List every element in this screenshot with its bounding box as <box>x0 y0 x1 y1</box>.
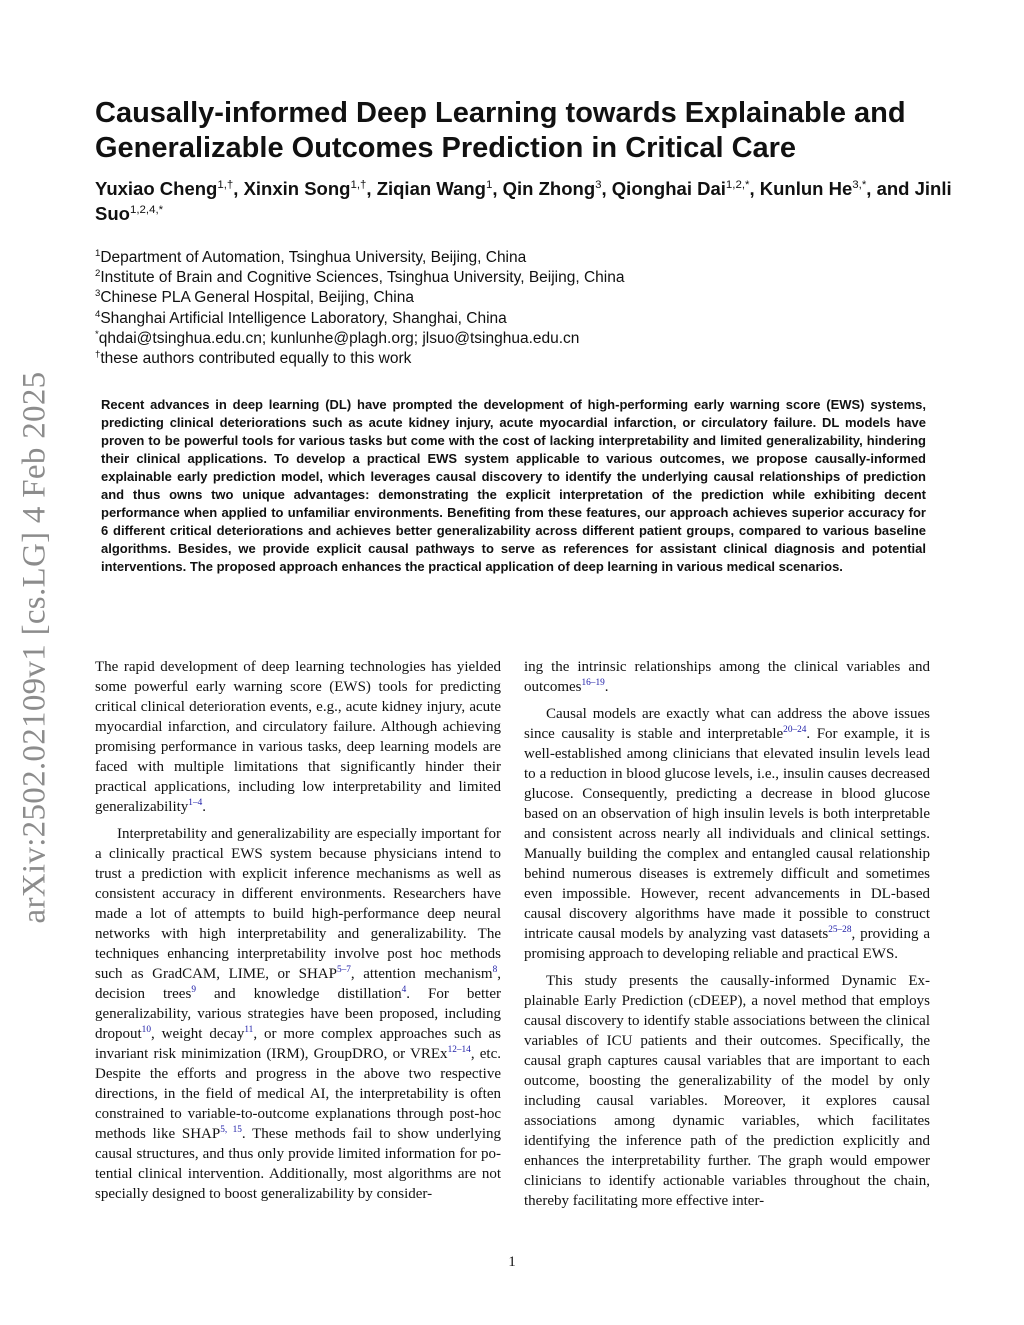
citation-link[interactable]: 4 <box>401 985 407 995</box>
arxiv-side-stamp <box>1 365 69 930</box>
affiliation-text: these authors contributed equally to this work <box>100 350 412 368</box>
author-name: Jinli Suo <box>95 178 952 224</box>
affiliation-item <box>95 349 975 369</box>
citation-link[interactable]: 9 <box>191 985 196 995</box>
affiliation-text: Shanghai Artificial Intelligence Laboratory, Shanghai, China <box>100 309 507 327</box>
body-paragraph <box>95 657 501 817</box>
body-paragraph <box>524 657 930 697</box>
citation-link[interactable]: 11 <box>244 1025 254 1035</box>
arxiv-identifier[interactable]: arXiv:2502.02109v1 [cs.LG] 4 Feb 2025 <box>16 371 53 924</box>
paper-title: Causally-informed Deep Learning towards Explainable and Generalizable Outcomes Prediction in Critical Care <box>95 97 906 164</box>
body-text: , weight decay <box>150 1026 245 1042</box>
author-list <box>95 176 975 226</box>
author-affiliation-mark: 1,† <box>217 178 234 191</box>
citation-link[interactable]: 10 <box>141 1025 151 1035</box>
citation-link[interactable]: 12–14 <box>447 1045 471 1055</box>
citation-link[interactable]: 1–4 <box>188 798 203 808</box>
citation-link[interactable]: 25–28 <box>828 925 852 935</box>
body-text: , providing a promising approach to developing reliable and practical EWS. <box>524 926 930 962</box>
affiliation-item <box>95 288 975 308</box>
affiliation-mark: 4 <box>95 308 101 320</box>
affiliation-mark: * <box>95 328 99 340</box>
page-number: 1 <box>508 1254 516 1270</box>
author-name: Ziqian Wang <box>376 178 486 199</box>
body-text: . <box>604 679 609 695</box>
affiliation-item <box>95 309 975 329</box>
body-text: Interpretability and generalizability are especially important for a clinically practical EWS system because physicians intend to trust a prediction with explicit inference mechanisms as well as consistent accuracy in different environments. Researchers have made a lot of attempts to build high-performance deep neural networks with high interpretability and generalizability. The techniques enhancing interpretability involve post hoc methods such as GradCAM, LIME, or SHAP <box>95 826 501 982</box>
abstract: Recent advances in deep learning (DL) have prompted the development of high-performing early warning score (EWS) systems, predicting clinical deteriorations such as acute kidney injury, acute myocardial infarction, or circulatory failure. DL models have proven to be powerful tools for various tasks but come with the cost of lacking interpretability and limited generalizability, hindering their clinical applications. To develop a practical EWS system applicable to various outcomes, we propose causally-informed explainable early prediction model, which leverages causal discovery to identify the underlying causal relationships of prediction and thus owns two unique advantages: demonstrating the explicit interpretation of the prediction while exhibiting decent performance when applied to unfamiliar environments. Benefiting from these features, our approach achieves superior accuracy for 6 different critical deteriorations and achieves better generalizability across different patient groups, compared to various baseline algorithms. Besides, we provide explicit causal pathways to serve as references for assistant clinical diagnosis and potential interventions. The proposed approach enhances the practical application of deep learning in various medical scenarios. <box>101 397 926 574</box>
citation-link[interactable]: 5–7 <box>336 965 351 975</box>
affiliation-item <box>95 329 975 349</box>
citation-link[interactable]: 8 <box>492 965 498 975</box>
body-text: . For example, it is well-established among clinicians that elevated insulin levels lead to a reduction in blood glucose levels, i.e., insulin causes decreased glucose. Consequently, predicting a decrease in blood glucose based on an observation of high insulin levels is both interpretable and consistent across nearly all individuals and clinical settings. Manually building the complex and entangled causal relationship behind numerous diseases is extremely difficult and sometimes even impossible. However, recent advancements in DL-based causal discovery algorithms have made it possible to construct intricate causal models by analyzing vast datasets <box>524 726 930 942</box>
body-column-left <box>95 657 501 1211</box>
citation-link[interactable]: 16–19 <box>581 678 605 688</box>
body-text: The rapid development of deep learning technologies has yielded some powerful early warning score (EWS) tools for predicting critical clinical deterioration events, e.g., acute kidney injury, acute myocardial infarction, and circulatory failure. Although achieving promising performance in various tasks, deep learning models are faced with multiple limitations that significantly hinder their practical applications, including low interpretability and limited generalizability <box>95 659 501 815</box>
body-text: ing the intrinsic relationships among the clinical variables and outcomes <box>524 659 930 695</box>
body-text: , attention mechanism <box>350 966 493 982</box>
author-separator: , and <box>866 178 915 199</box>
body-paragraph <box>524 971 930 1211</box>
author-name: Kunlun He <box>759 178 853 199</box>
affiliation-mark: 2 <box>95 268 101 280</box>
author-name: Yuxiao Cheng <box>95 178 218 199</box>
author-affiliation-mark: 1,† <box>350 178 367 191</box>
affiliation-item <box>95 268 975 288</box>
affiliation-item <box>95 248 975 268</box>
body-text: Causal models are exactly what can address the above issues since causality is stable and interpretable <box>524 706 930 742</box>
author-separator: , <box>366 178 377 199</box>
affiliation-mark: 3 <box>95 288 101 300</box>
author-affiliation-mark: 1,2,4,* <box>129 203 164 216</box>
affiliation-mark: 1 <box>95 247 101 259</box>
body-text: . For better generalizability, various strategies have been proposed, including dropout <box>95 986 501 1042</box>
body-text: , decision trees <box>95 966 501 1002</box>
author-separator: , <box>749 178 760 199</box>
author-affiliation-mark: 1 <box>485 178 493 191</box>
body-text: . <box>202 799 206 815</box>
author-name: Qionghai Dai <box>611 178 726 199</box>
citation-link[interactable]: 5, 15 <box>220 1125 242 1135</box>
author-name: Qin Zhong <box>502 178 596 199</box>
body-text: and knowledge distillation <box>195 986 402 1002</box>
author-affiliation-mark: 3 <box>595 178 602 191</box>
body-paragraph <box>524 704 930 964</box>
body-text: . These methods fail to show underlying causal structures, and thus only provide limited information for potential clinical intervention. Additionally, most algorithms are not specially designed to boost generalizability by consider- <box>95 1126 501 1202</box>
author-separator: , <box>492 178 503 199</box>
body-text: This study presents the causally-informed Dynamic Explainable Early Prediction (cDEEP), a novel method that employs causal discovery to identify stable associations between the clinical variables of ICU patients and their outcomes. Specifically, the causal graph captures causal variables that are important to each outcome, boosting the generalizability of the model by only including causal variables. Moreover, it explores causal associations among dynamic variables, which facilitates identifying the inference path of the prediction explicitly and enhances the interpretability further. The graph would empower clinicians to identify actionable variables throughout the chain, thereby facilitating more effective inter- <box>524 973 930 1209</box>
affiliation-text: Institute of Brain and Cognitive Sciences, Tsinghua University, Beijing, China <box>100 269 625 287</box>
affiliation-text: Department of Automation, Tsinghua University, Beijing, China <box>100 249 527 266</box>
body-paragraph <box>95 824 501 1204</box>
body-text: , etc. Despite the efforts and progress in the above two respective directions, in the field of medical AI, the interpretability is often constrained to variable-to-outcome explanations through post-hoc methods like SHAP <box>95 1046 501 1142</box>
author-separator: , <box>601 178 612 199</box>
affiliation-text: qhdai@tsinghua.edu.cn; kunlunhe@plagh.org; jlsuo@tsinghua.edu.cn <box>98 329 580 347</box>
affiliation-list <box>95 248 975 369</box>
author-affiliation-mark: 3,* <box>852 178 867 191</box>
affiliation-mark: † <box>95 348 101 360</box>
affiliation-text: Chinese PLA General Hospital, Beijing, China <box>100 289 414 307</box>
citation-link[interactable]: 20–24 <box>783 725 807 735</box>
author-name: Xinxin Song <box>243 178 351 199</box>
author-affiliation-mark: 1,2,* <box>725 178 750 191</box>
author-separator: , <box>233 178 244 199</box>
body-column-right <box>524 657 930 1218</box>
body-text: , or more complex approaches such as invariant risk minimization (IRM), GroupDRO, or VREx <box>95 1026 501 1062</box>
